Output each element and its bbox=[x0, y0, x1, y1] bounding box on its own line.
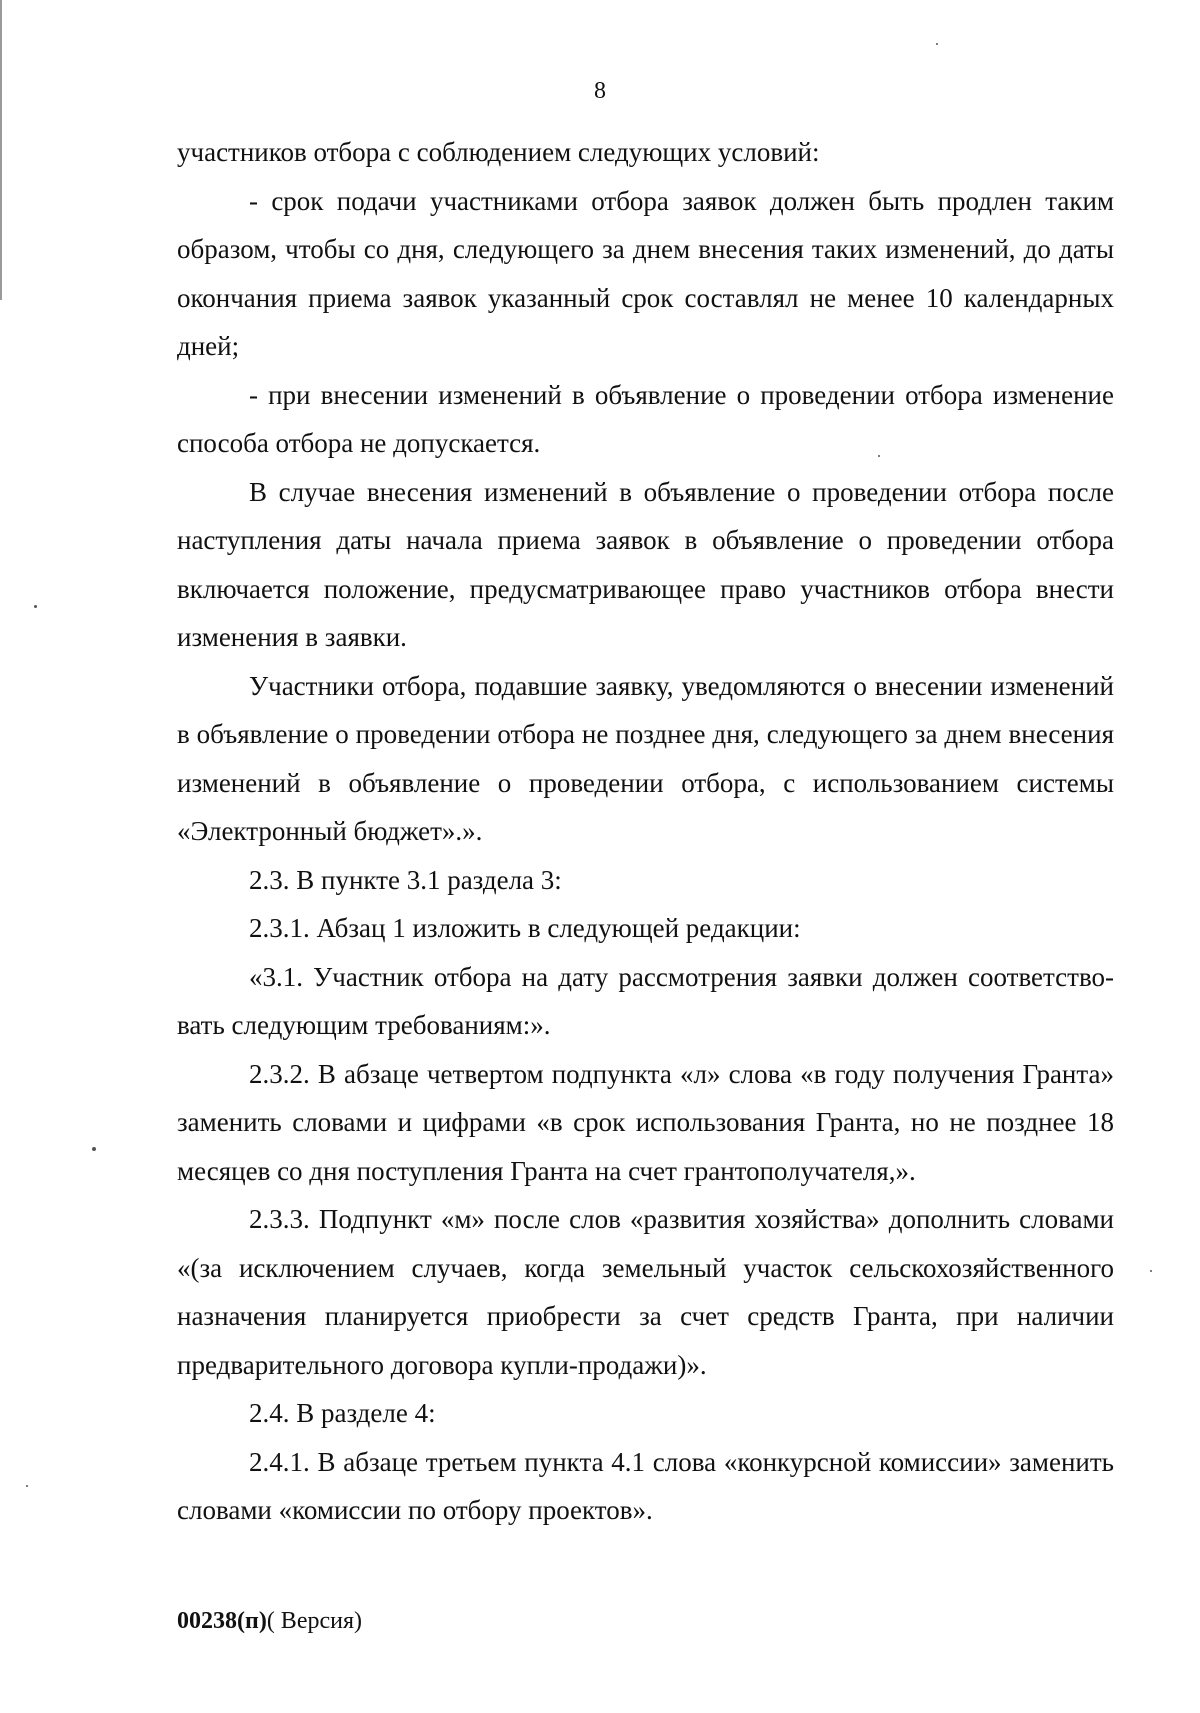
paragraph-continuation: участников отбора с соблюдением следующих условий: bbox=[177, 137, 820, 167]
scan-speck bbox=[1150, 1270, 1152, 1272]
paragraph-section-2-3-1: 2.3.1. Абзац 1 изложить в следующей редакции: bbox=[249, 913, 801, 943]
paragraph-section-2-4: 2.4. В разделе 4: bbox=[249, 1398, 436, 1428]
scan-speck bbox=[936, 43, 938, 45]
paragraph-quote-3-1: «3.1. Участник отбора на дату рассмотрения заявки должен соответство-вать следующим требованиям:». bbox=[177, 961, 1114, 1040]
paragraph-method-condition: - при внесении изменений в объявление о проведении отбора изменение способа отбора не допускается. bbox=[177, 379, 1114, 458]
scan-speck bbox=[92, 1147, 96, 1151]
paragraph-changes-after-start: В случае внесения изменений в объявление о проведении отбора после наступления даты начала приема заявок в объявление о проведении отбора включается положение, предусматривающее право участников отбора внести изменения в заявки. bbox=[177, 476, 1114, 652]
scan-speck bbox=[878, 455, 880, 457]
paragraph-section-2-3-3: 2.3.3. Подпункт «м» после слов «развития хозяйства» дополнить словами «(за исключением случаев, когда земельный участок сельскохозяйственного назначения планируется приобрести за счет средств Гранта, при наличии предварительного договора купли-продажи)». bbox=[177, 1204, 1114, 1380]
scan-speck bbox=[34, 605, 37, 608]
scan-edge-line bbox=[0, 0, 2, 300]
document-footer bbox=[177, 1606, 362, 1636]
paragraph-section-2-4-1: 2.4.1. В абзаце третьем пункта 4.1 слова «конкурсной комиссии» заменить словами «комиссии по отбору проектов». bbox=[177, 1446, 1114, 1525]
document-version: ( Версия) bbox=[266, 1608, 362, 1634]
paragraph-section-2-3: 2.3. В пункте 3.1 раздела 3: bbox=[249, 864, 562, 895]
paragraph-section-2-3-2: 2.3.2. В абзаце четвертом подпункта «л» слова «в году получения Гранта» заменить словами и цифрами «в срок использования Гранта, но не позднее 18 месяцев со дня поступления Гранта на счет грантополучателя,». bbox=[177, 1058, 1114, 1186]
paragraph-deadline-condition: - срок подачи участниками отбора заявок должен быть продлен таким образом, чтобы со дня, следующего за днем внесения таких изменений, до даты окончания приема заявок указанный срок составлял не менее 10 календарных дней; bbox=[177, 185, 1114, 361]
document-code: 00238(п) bbox=[177, 1608, 267, 1634]
scan-speck bbox=[26, 1485, 28, 1487]
paragraph-participants-notified: Участники отбора, подавшие заявку, уведомляются о внесении изменений в объявление о проведении отбора не позднее дня, следующего за днем внесения изменений в объявление о проведении отбора, с использованием системы «Электронный бюджет».». bbox=[177, 670, 1114, 846]
document-body bbox=[177, 128, 1114, 1535]
page-number: 8 bbox=[594, 78, 606, 104]
